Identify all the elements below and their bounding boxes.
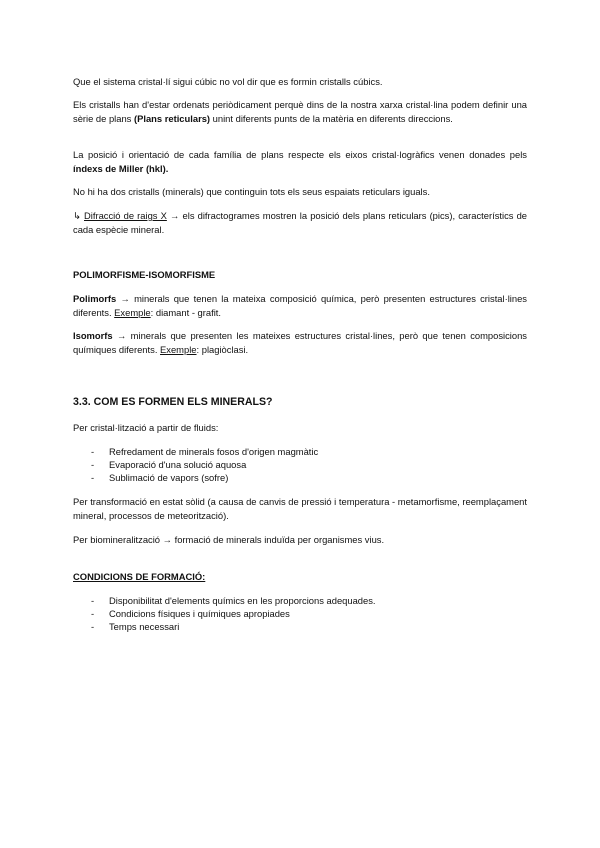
paragraph-ordered-crystals — [73, 98, 527, 125]
text: La posició i orientació de cada família de plans respecte els eixos cristal·logràfics venen donades pels — [73, 149, 527, 160]
paragraph-solid-transformation: Per transformació en estat sòlid (a causa de canvis de pressió i temperatura - metamorfisme, reemplaçament mineral, processos de meteorització). — [73, 496, 527, 521]
text: : diamant - grafit. — [150, 306, 221, 318]
list-item-text: Condicions físiques i químiques apropiades — [109, 608, 290, 619]
paragraph-xray-diffraction — [73, 209, 527, 236]
dash-bullet-icon: - — [91, 472, 95, 483]
label-exemple: Exemple — [114, 306, 151, 318]
paragraph-isomorfs — [73, 329, 527, 356]
dash-bullet-icon: - — [91, 595, 95, 606]
dash-bullet-icon: - — [91, 446, 95, 457]
dash-bullet-icon: - — [91, 459, 95, 470]
label-exemple: Exemple — [160, 343, 197, 355]
paragraph-crystallization-fluids: Per cristal·lització a partir de fluids: — [73, 422, 219, 433]
term-polimorfs: Polimorfs — [73, 293, 117, 304]
list-item-text: Evaporació d'una solució aquosa — [109, 459, 247, 470]
dash-bullet-icon: - — [91, 608, 95, 619]
text: unint diferents punts de la matèria en diferents direccions. — [210, 112, 453, 124]
paragraph-reticular-spacing: No hi ha dos cristalls (minerals) que continguin tots els seus espaiats reticulars iguals. — [73, 186, 430, 197]
list-item-text: Disponibilitat d'elements químics en les proporcions adequades. — [109, 595, 376, 606]
paragraph-biomineralization: Per biomineralització → formació de minerals induïda per organismes vius. — [73, 534, 385, 545]
text: Els cristalls han d'estar ordenats periòdicament perquè dins de la nostra xarxa cristal·lina podem definir una sèrie de plans — [73, 99, 527, 124]
paragraph-miller-indices — [73, 148, 527, 175]
term-plans-reticulars: (Plans reticulars) — [133, 112, 211, 124]
text: : plagiòclasi. — [196, 343, 249, 355]
return-arrow-icon: ↳ — [73, 210, 84, 221]
list-item-text: Sublimació de vapors (sofre) — [109, 472, 229, 483]
term-xray-diffraction: Difracció de raigs X — [84, 210, 167, 221]
text: → minerals que tenen la mateixa composició química, però presenten estructures cristal·lines diferents. — [73, 293, 527, 318]
text: → els difractogrames mostren la posició dels plans reticulars (pics), característics de cada espècie mineral. — [73, 210, 528, 235]
term-miller-indices: índexs de Miller (hkl). — [73, 162, 169, 174]
heading-polimorfisme-isomorfisme: POLIMORFISME-ISOMORFISME — [73, 269, 216, 280]
dash-bullet-icon: - — [91, 621, 95, 632]
text: → minerals que presenten les mateixes estructures cristal·lines, però que tenen composicions químiques diferents. — [73, 330, 527, 355]
list-item-text: Refredament de minerals fosos d'origen magmàtic — [109, 446, 319, 457]
heading-section-3-3: 3.3. COM ES FORMEN ELS MINERALS? — [73, 396, 273, 408]
list-item-text: Temps necessari — [109, 621, 180, 632]
term-isomorfs: Isomorfs — [73, 330, 113, 341]
paragraph-cubic-system: Que el sistema cristal·lí sigui cúbic no vol dir que es formin cristalls cúbics. — [73, 76, 383, 87]
heading-condicions-formacio: CONDICIONS DE FORMACIÓ: — [73, 571, 206, 582]
paragraph-polimorfs — [73, 292, 527, 319]
